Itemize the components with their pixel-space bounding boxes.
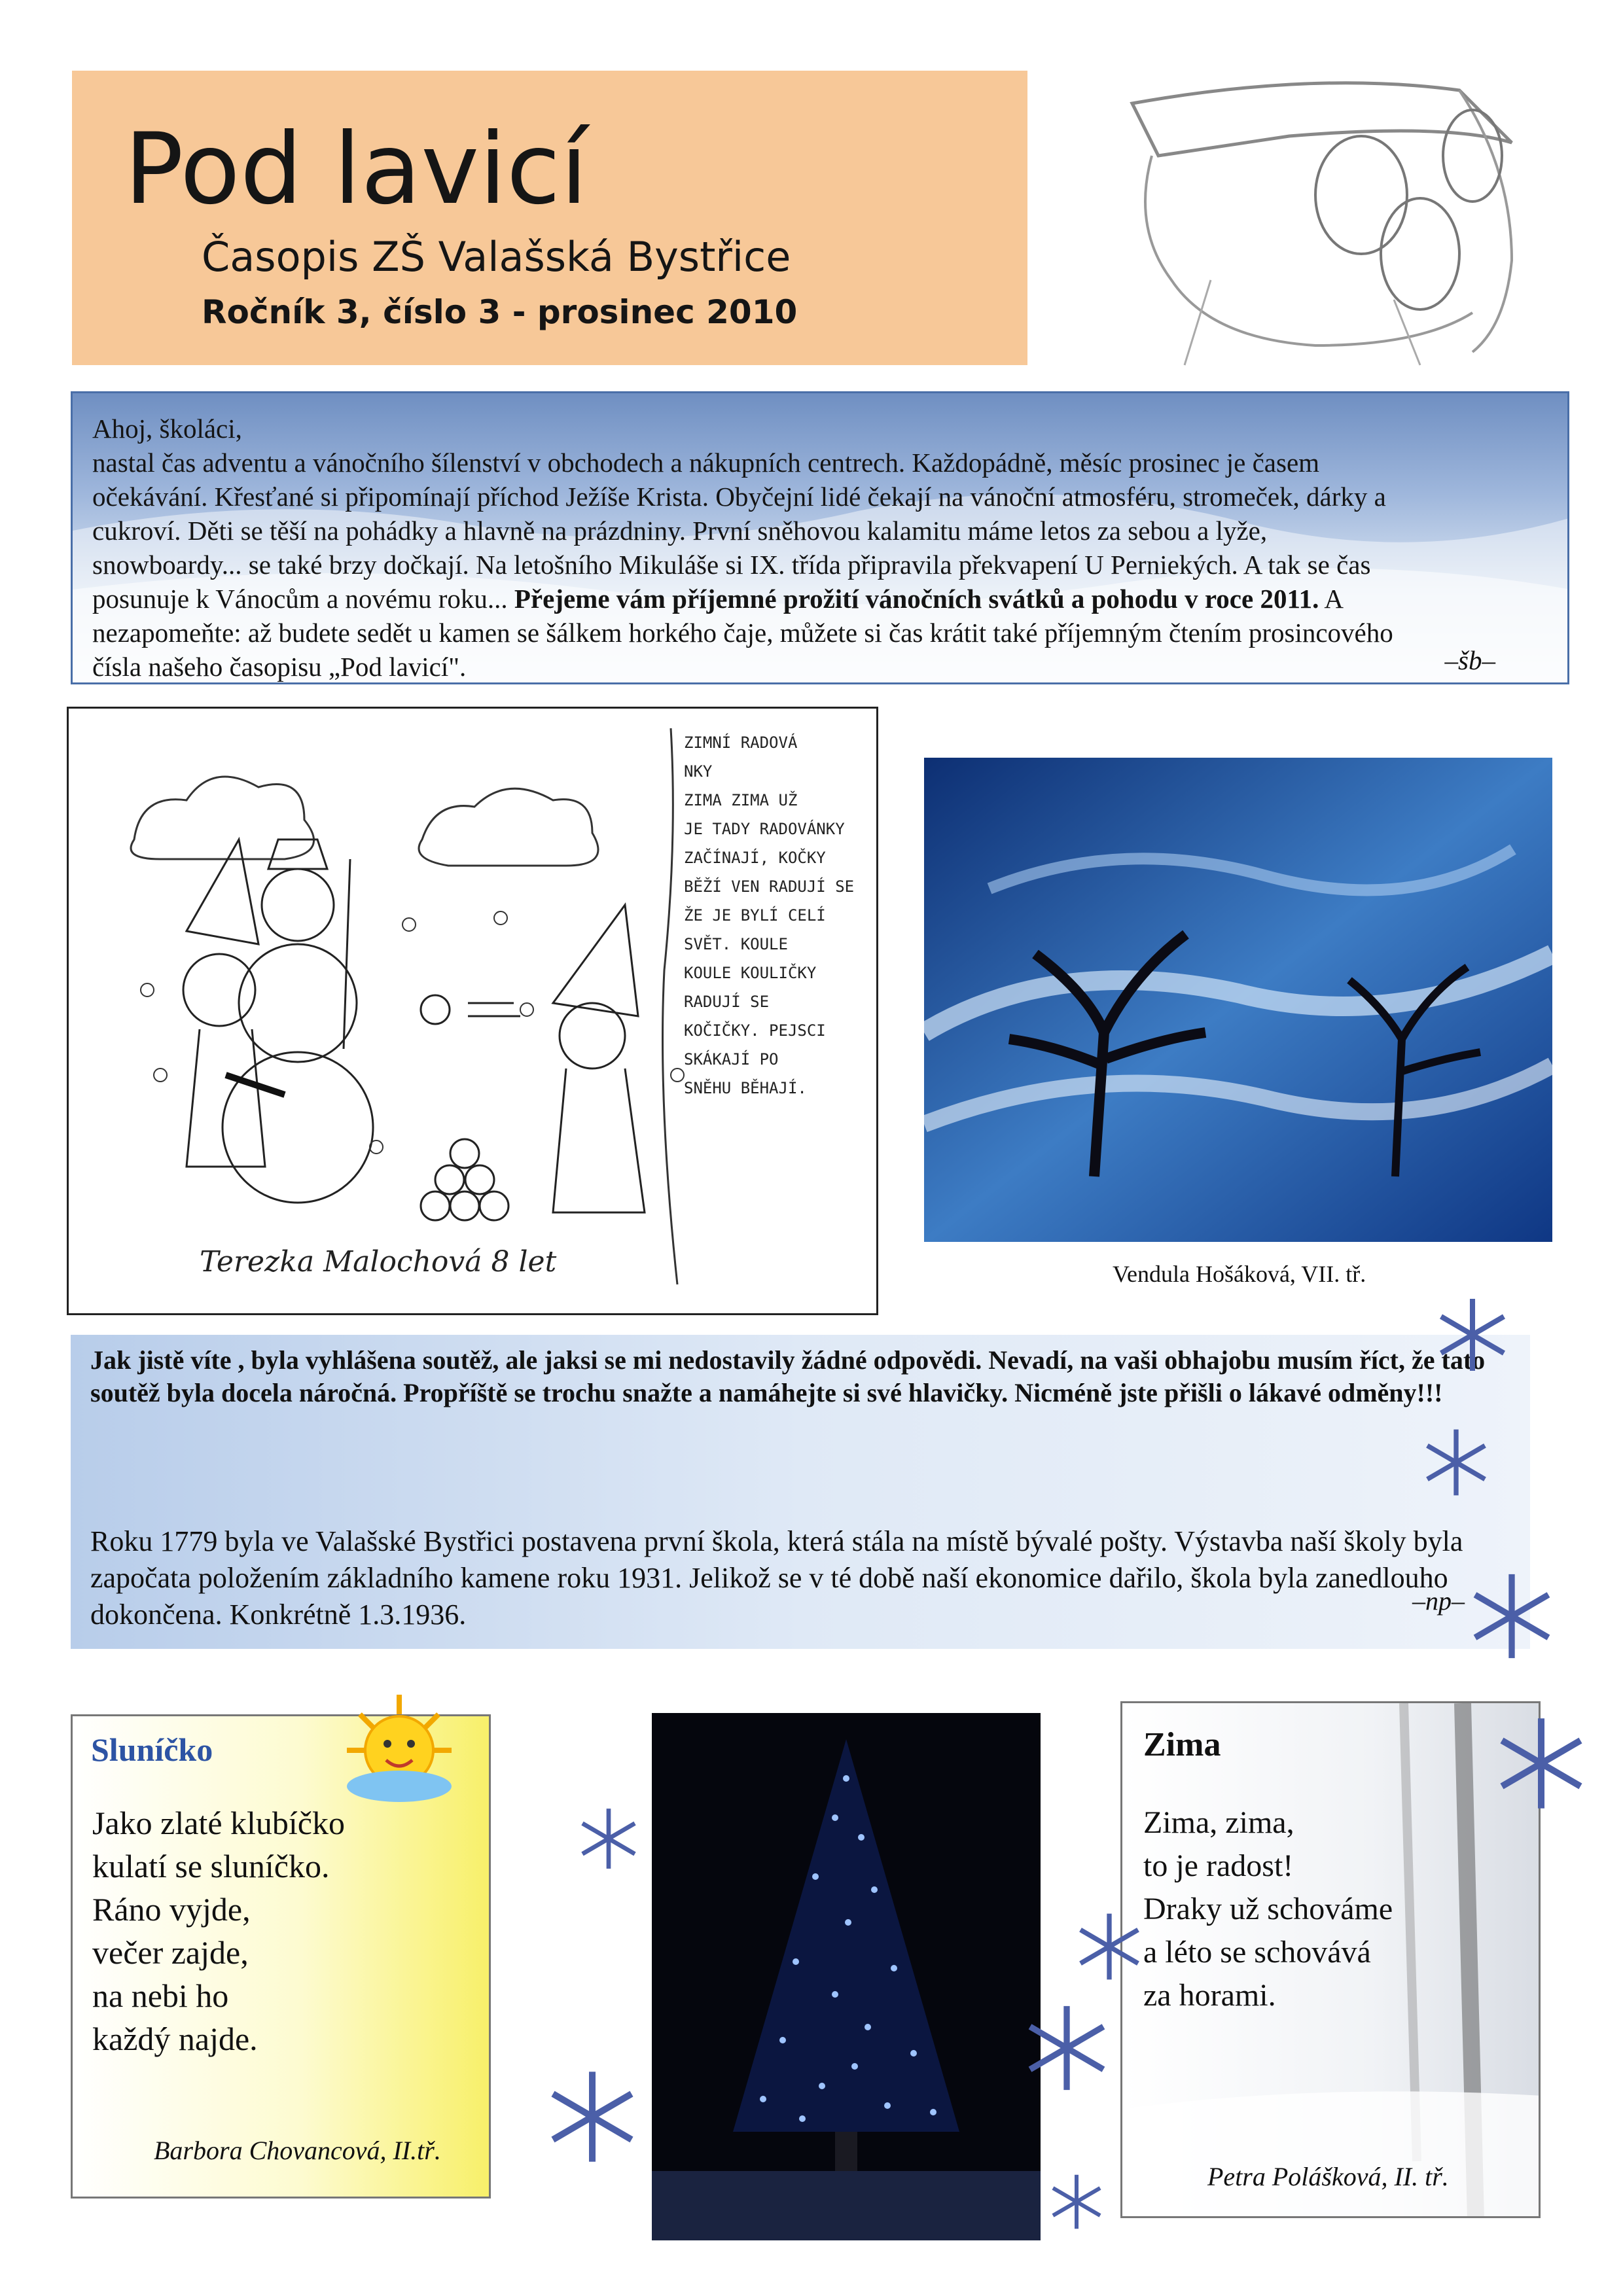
contest-and-history-box [71, 1335, 1530, 1649]
magazine-subtitle: Časopis ZŠ Valašská Bystřice [202, 233, 791, 281]
text-line: Ahoj, školáci, [92, 414, 242, 444]
child-drawing [67, 707, 878, 1315]
poem-line: NKY [684, 762, 713, 781]
poem-title: Zima [1143, 1726, 1221, 1763]
text-line: očekávání. Křesťané si připomínají příchod Ježíše Krista. Obyčejní lidé čekají na vánoční atmosféru, stromeček, dárky a [92, 482, 1386, 512]
poem-line: ZIMNÍ RADOVÁ [684, 733, 798, 752]
christmas-tree-photo [652, 1713, 1041, 2240]
school-history: Roku 1779 byla ve Valašské Bystřici postavena první škola, která stála na místě bývalé pošty. Výstavba naší školy byla započata položením základního kamene roku 1931. Jelikož se v té době naší ekonomice dařilo, škola byla zanedlouho dokončena. Konkrétně 1.3.1936. [90, 1525, 1463, 1631]
poem-line: ŽE JE BYLÍ CELÍ [684, 906, 826, 925]
text-line: nezapomeňte: až budete sedět u kamen se šálkem horkého čaje, můžete si čas krátit také příjemným čtením prosincového [92, 618, 1393, 648]
text-line [92, 582, 1553, 616]
poem-author: Barbora Chovancová, II.tř. [154, 2136, 441, 2165]
snowflake-icon [1433, 1296, 1512, 1374]
snowflake-icon [543, 2068, 641, 2166]
poem-line: KOČIČKY. PEJSCI [684, 1021, 826, 1040]
editorial-box [71, 391, 1569, 684]
text-line: cukroví. Děti se těší na pohádky a hlavně na prázdniny. První sněhovou kalamitu máme letos za sebou a lyže, [92, 516, 1268, 546]
poem-text [1143, 1801, 1393, 2017]
poem-text [92, 1801, 345, 2060]
poem-line: večer zajde, [92, 1934, 249, 1971]
poem-line: Zima, zima, [1143, 1805, 1294, 1840]
poem-line: každý najde. [92, 2021, 258, 2057]
poem-line: BĚŽÍ VEN RADUJÍ SE [684, 877, 855, 896]
poem-line: Draky už schováme [1143, 1892, 1393, 1926]
text-line: snowboardy... se také brzy dočkají. Na letošního Mikuláše si IX. třída připravila překvapení U Perniekých. A tak se čas [92, 550, 1371, 580]
history-signature: –np– [1412, 1586, 1465, 1616]
snowflake-icon [1021, 2002, 1113, 2094]
snowflake-icon [1466, 1570, 1558, 1662]
poem-line: JE TADY RADOVÁNKY [684, 820, 845, 838]
painting-caption: Vendula Hošáková, VII. tř. [1113, 1261, 1366, 1287]
snowflake-icon [1420, 1426, 1492, 1498]
poem-line: ZAČÍNAJÍ, KOČKY [684, 849, 826, 867]
poem-line: RADUJÍ SE [684, 993, 770, 1011]
poem-line: SVĚT. KOULE [684, 935, 788, 953]
magazine-title: Pod lavicí [124, 113, 588, 226]
poem-line: to je radost! [1143, 1848, 1294, 1883]
contest-notice: Jak jistě víte , byla vyhlášena soutěž, ale jaksi se mi nedostavily žádné odpovědi. Nevadí, na vaši obhajobu musím říct, že tato soutěž byla docela náročná. Propříště se trochu snažte a namáhejte si své hlavičky. Nicméně jste přišli o lákavé odměny!!! [90, 1345, 1486, 1407]
text-line: čísla našeho časopisu „Pod lavicí". [92, 652, 467, 682]
text-fragment: posunuje k Vánocům a novému roku... [92, 584, 508, 614]
text-fragment: A [1319, 584, 1344, 614]
editorial-signature: –šb– [1444, 645, 1495, 675]
poem-title: Sluníčko [91, 1731, 213, 1768]
poem-author: Petra Polášková, II. tř. [1207, 2162, 1449, 2191]
poem-line: Ráno vyjde, [92, 1891, 251, 1928]
poem-line: a léto se schovává [1143, 1935, 1371, 1969]
poem-line: Jako zlaté klubíčko [92, 1805, 345, 1841]
handwritten-poem [684, 728, 874, 1103]
poem-line: SKÁKAJÍ PO [684, 1050, 779, 1069]
snowflake-icon [1073, 1911, 1145, 1983]
snowflake-icon [576, 1806, 641, 1871]
snowflake-icon [1492, 1714, 1590, 1812]
snowflake-icon [1047, 2172, 1106, 2231]
editorial-text [92, 412, 1553, 684]
poem-line: SNĚHU BĚHAJÍ. [684, 1079, 807, 1097]
poem-line: za horami. [1143, 1978, 1276, 2013]
drawing-signature: Terezka Malochová 8 let [200, 1245, 557, 1279]
text-line: nastal čas adventu a vánočního šílenství v obchodech a nákupních centrech. Každopádně, měsíc prosinec je časem [92, 448, 1320, 478]
winter-trees-painting [924, 758, 1552, 1242]
poem-line: KOULE KOULIČKY [684, 964, 817, 982]
poem-line: kulatí se sluníčko. [92, 1848, 330, 1884]
sun-cloud-icon [334, 1688, 465, 1806]
holiday-wish: Přejeme vám příjemné prožití vánočních svátků a pohodu v roce 2011. [514, 584, 1319, 614]
pod-logo-sketch [1054, 64, 1577, 372]
poem-line: ZIMA ZIMA UŽ [684, 791, 798, 809]
poem-zima [1120, 1701, 1541, 2218]
issue-info: Ročník 3, číslo 3 - prosinec 2010 [202, 293, 798, 331]
poem-line: na nebi ho [92, 1977, 229, 2014]
